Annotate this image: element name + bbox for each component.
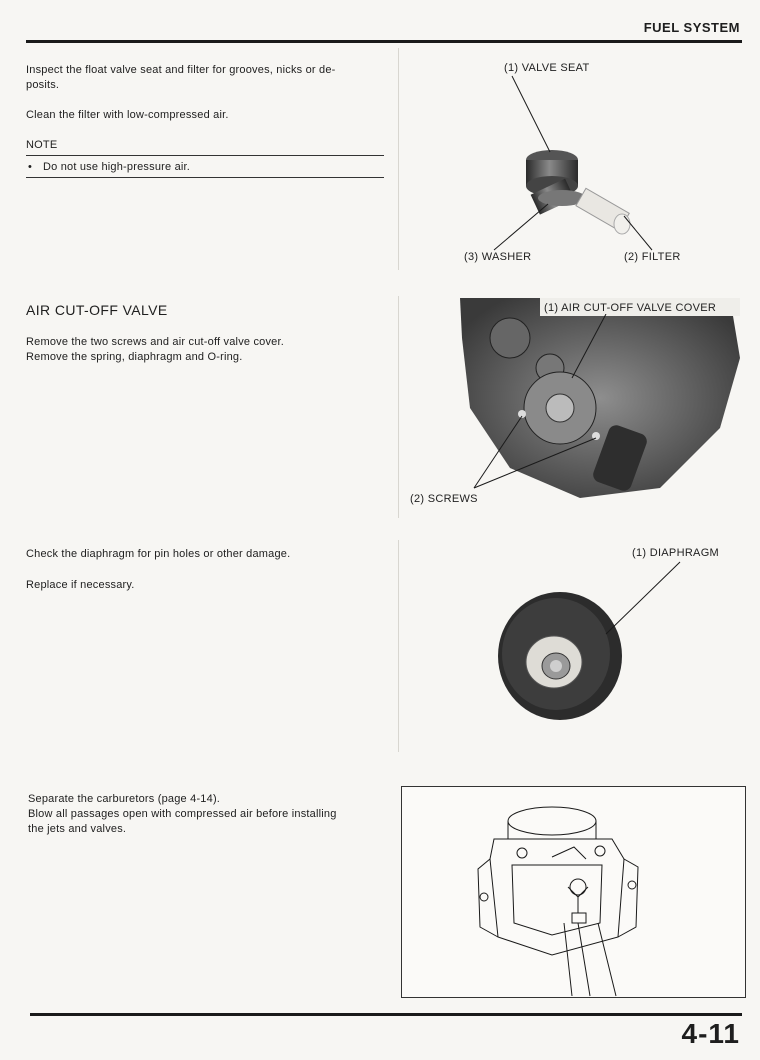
column-divider <box>398 296 399 518</box>
section-title: FUEL SYSTEM <box>643 20 740 35</box>
note-rule-top <box>26 155 384 156</box>
note-bullet: • <box>28 161 33 173</box>
note-rule-bottom <box>26 177 384 178</box>
page-number: 4-11 <box>681 1018 740 1049</box>
column-divider <box>398 540 399 752</box>
section2-line1: Remove the two screws and air cut-off valve cover. <box>26 336 285 348</box>
section4-line2: Blow all passages open with compressed air before installing <box>28 808 337 820</box>
callout-filter: (2) FILTER <box>624 251 681 263</box>
section-heading-air-cutoff-valve: AIR CUT-OFF VALVE <box>26 302 168 318</box>
note-label: NOTE <box>26 139 58 151</box>
diaphragm-illustration <box>400 540 760 752</box>
section1-paragraph2: Clean the filter with low-compressed air. <box>26 109 229 121</box>
callout-diaphragm: (1) DIAPHRAGM <box>632 547 720 559</box>
callout-valve-seat: (1) VALVE SEAT <box>504 62 590 74</box>
callout-washer: (3) WASHER <box>464 251 532 263</box>
section1-paragraph1-cont: posits. <box>26 79 60 91</box>
note-item: Do not use high-pressure air. <box>43 161 191 173</box>
header-rule <box>26 40 742 43</box>
callout-air-cutoff-valve-cover: (1) AIR CUT-OFF VALVE COVER <box>544 302 717 314</box>
section3-line2: Replace if necessary. <box>26 579 135 591</box>
air-cutoff-valve-photo <box>400 298 760 518</box>
section4-line3: the jets and valves. <box>28 823 127 835</box>
section1-paragraph1: Inspect the float valve seat and filter for grooves, nicks or de- <box>26 64 336 76</box>
section3-line1: Check the diaphragm for pin holes or other damage. <box>26 548 291 560</box>
callout-screws: (2) SCREWS <box>410 493 478 505</box>
section4-line1: Separate the carburetors (page 4-14). <box>28 793 221 805</box>
section2-line2: Remove the spring, diaphragm and O-ring. <box>26 351 243 363</box>
column-divider <box>398 48 399 270</box>
valve-seat-illustration <box>400 48 760 273</box>
carburetor-line-drawing <box>402 787 744 996</box>
footer-rule <box>30 1013 742 1016</box>
filter-part <box>576 188 630 234</box>
